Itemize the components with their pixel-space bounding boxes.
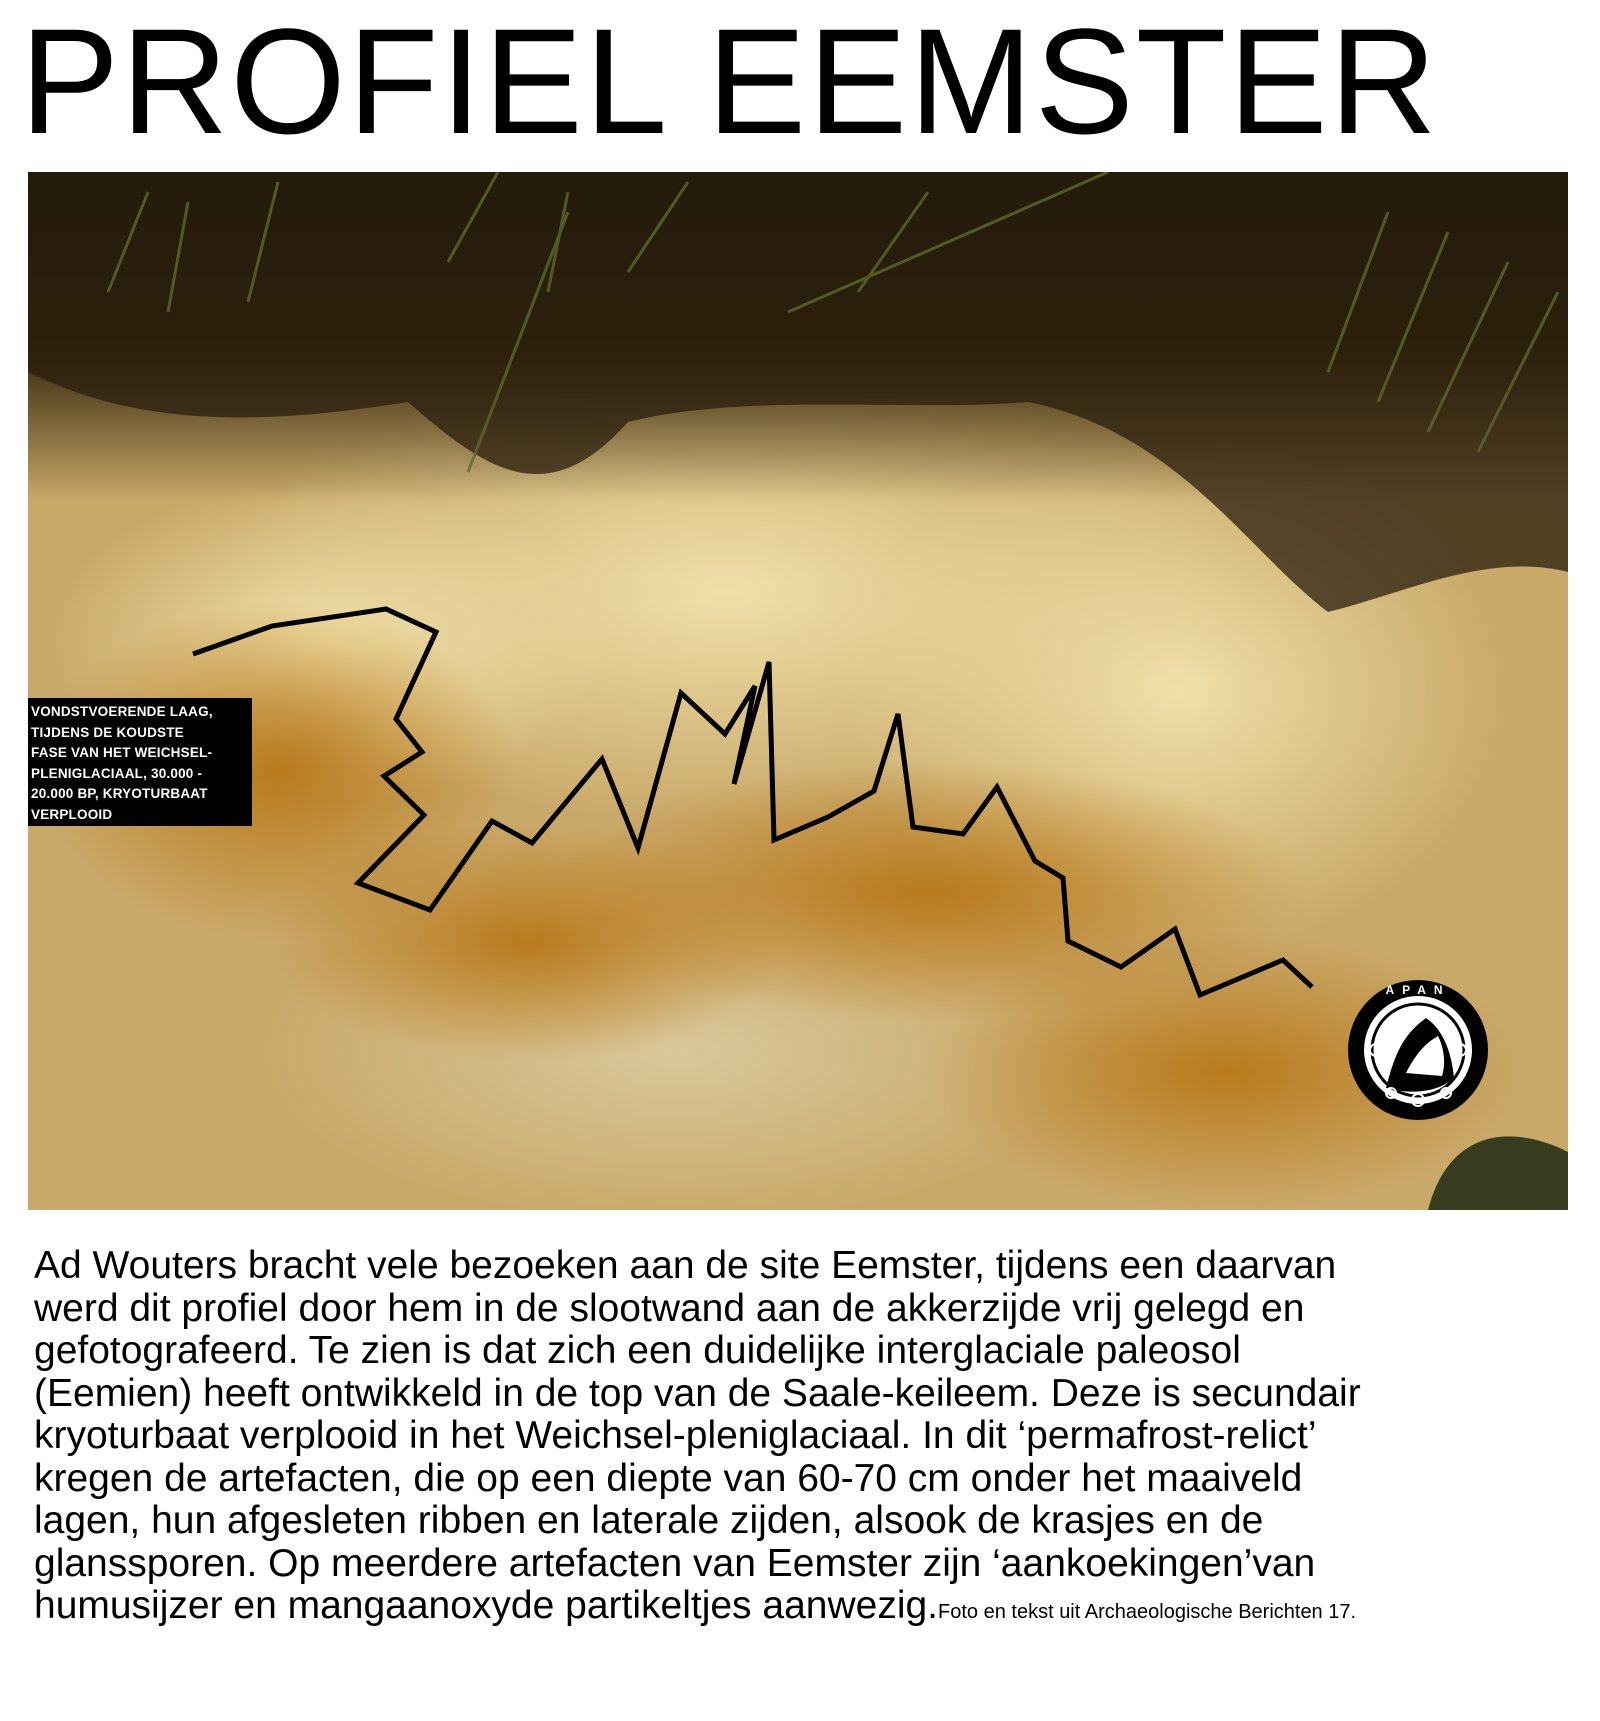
layer-annotation: [28, 698, 252, 826]
annotation-line: PLENIGLACIAAL, 30.000 -: [31, 765, 203, 781]
soil-profile-photo: [28, 172, 1568, 1210]
annotation-line: VERPLOOID: [31, 806, 113, 822]
soil-profile-image: [28, 172, 1568, 1210]
description-line: kryoturbaat verplooid in het Weichsel-pleniglaciaal. In dit ‘permafrost-relict’: [34, 1414, 1317, 1457]
annotation-line: TIJDENS DE KOUDSTE: [31, 724, 184, 740]
apan-logo-icon: [1346, 978, 1490, 1122]
apan-logo: [1346, 978, 1490, 1122]
annotation-line: 20.000 BP, KRYOTURBAAT: [31, 786, 208, 801]
description-text: [34, 1245, 1574, 1634]
description-line: lagen, hun afgesleten ribben en laterale zijden, alsook de krasjes en de: [34, 1499, 1264, 1542]
logo-text: APAN: [1385, 983, 1451, 997]
description-line-last: [34, 1585, 1574, 1634]
description-line: glanssporen. Op meerdere artefacten van Eemster zijn ‘aankoekingen’van: [34, 1541, 1316, 1585]
description-line: gefotografeerd. Te zien is dat zich een duidelijke interglaciale paleosol: [34, 1329, 1241, 1372]
description-line: Ad Wouters bracht vele bezoeken aan de site Eemster, tijdens een daarvan: [34, 1244, 1337, 1287]
photo-credit: Foto en tekst uit Archaeologische Berichten 17.: [938, 1601, 1357, 1623]
description-line: kregen de artefacten, die op een diepte van 60-70 cm onder het maaiveld: [34, 1456, 1303, 1500]
description-line: werd dit profiel door hem in de slootwand aan de akkerzijde vrij gelegd en: [34, 1286, 1305, 1330]
page-title: PROFIEL EEMSTER: [20, 0, 1439, 165]
description-line: (Eemien) heeft ontwikkeld in de top van de Saale-keileem. Deze is secundair: [34, 1371, 1361, 1415]
annotation-line: FASE VAN HET WEICHSEL-: [31, 745, 213, 760]
description-line: humusijzer en mangaanoxyde partikeltjes aanwezig.: [34, 1584, 939, 1627]
annotation-line: VONDSTVOERENDE LAAG,: [31, 704, 213, 719]
